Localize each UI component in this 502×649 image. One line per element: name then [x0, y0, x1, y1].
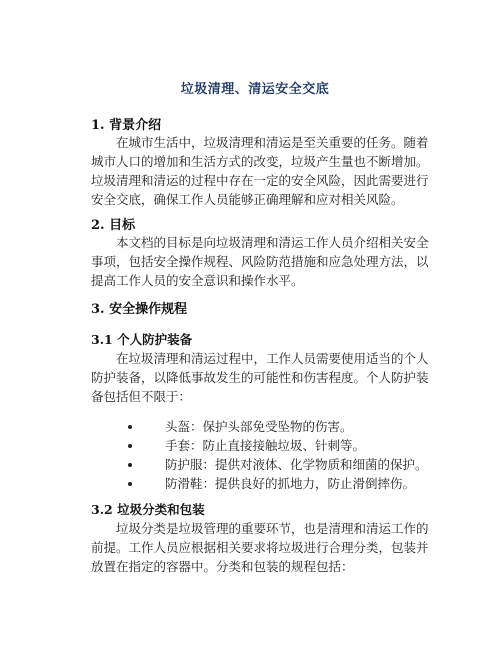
paragraph-line: 备包括但不限于： — [91, 389, 192, 404]
paragraph-line: 防护装备，以降低事故发生的可能性和伤害程度。个人防护装 — [91, 370, 429, 385]
paragraph-line: 放置在指定的容器中。分类和包装的规程包括： — [91, 559, 354, 574]
list-item: 头盔：保护头部免受坠物的伤害。 — [128, 417, 428, 436]
paragraph-line: 垃圾清理和清运的过程中存在一定的安全风险，因此需要进行 — [91, 173, 429, 188]
section-heading-goal: 2. 目标 — [91, 218, 136, 233]
paragraph-line: 安全交底，确保工作人员能够正确理解和应对相关风险。 — [91, 192, 404, 207]
section-body-goal — [91, 233, 435, 290]
subsection-body-ppe — [91, 349, 435, 406]
paragraph-line: 在垃圾清理和清运过程中，工作人员需要使用适当的个人 — [116, 351, 429, 366]
subsection-heading-ppe: 3.1 个人防护装备 — [91, 332, 193, 347]
subsection-body-sorting — [91, 519, 435, 576]
paragraph-line: 本文档的目标是向垃圾清理和清运工作人员介绍相关安全 — [116, 235, 429, 250]
section-body-background — [91, 133, 435, 209]
list-item: 手套：防止直接接触垃圾、针刺等。 — [128, 436, 428, 455]
document-title: 垃圾清理、清运安全交底 — [180, 82, 330, 97]
bullet-icon — [128, 482, 132, 486]
paragraph-line: 事项，包括安全操作规程、风险防范措施和应急处理方法，以 — [91, 254, 429, 269]
list-item: 防滑鞋：提供良好的抓地力，防止滑倒摔伤。 — [128, 474, 428, 493]
bullet-icon — [128, 463, 132, 467]
ppe-bullet-list — [128, 417, 428, 493]
paragraph-line: 在城市生活中，垃圾清理和清运是至关重要的任务。随着 — [116, 135, 429, 150]
paragraph-line: 垃圾分类是垃圾管理的重要环节，也是清理和清运工作的 — [116, 521, 429, 536]
bullet-icon — [128, 444, 132, 448]
list-item: 防护服：提供对液体、化学物质和细菌的保护。 — [128, 455, 428, 474]
section-heading-background: 1. 背景介绍 — [91, 118, 162, 133]
paragraph-line: 城市人口的增加和生活方式的改变，垃圾产生量也不断增加。 — [91, 154, 429, 169]
subsection-heading-sorting: 3.2 垃圾分类和包装 — [91, 502, 205, 517]
bullet-icon — [128, 425, 132, 429]
section-heading-safety-rules: 3. 安全操作规程 — [91, 302, 188, 317]
paragraph-line: 提高工作人员的安全意识和操作水平。 — [91, 273, 304, 288]
paragraph-line: 前提。工作人员应根据相关要求将垃圾进行合理分类，包装并 — [91, 540, 429, 555]
